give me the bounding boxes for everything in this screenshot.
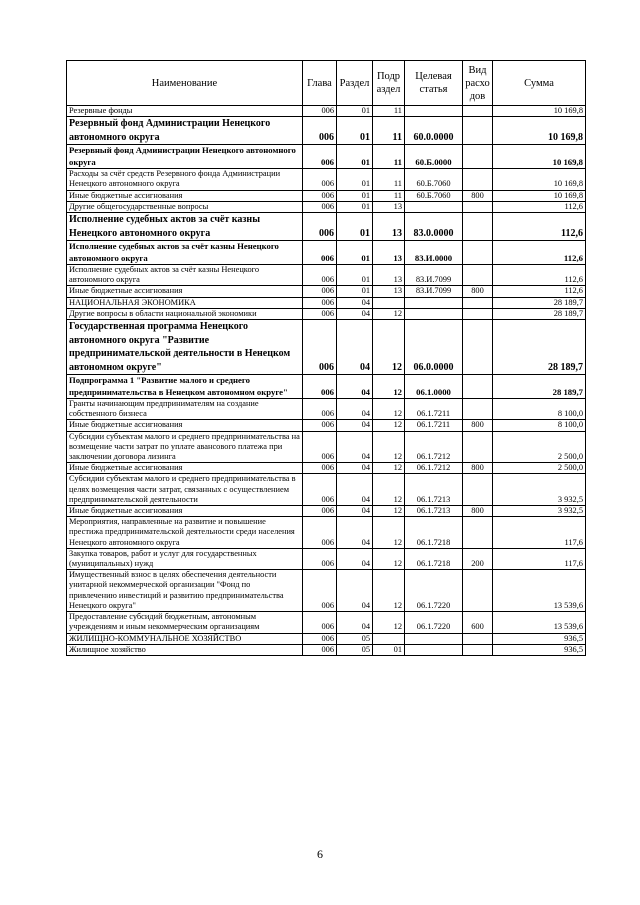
cell-vid (463, 375, 493, 399)
cell-name: Иные бюджетные ассигнования (67, 463, 303, 474)
cell-vid (463, 169, 493, 190)
cell-name: НАЦИОНАЛЬНАЯ ЭКОНОМИКА (67, 297, 303, 308)
cell-target: 60.Б.7060 (405, 190, 463, 201)
header-razdel: Раздел (337, 61, 373, 106)
cell-vid (463, 633, 493, 644)
cell-vid (463, 241, 493, 265)
cell-razdel: 01 (337, 286, 373, 297)
header-sum: Сумма (493, 61, 586, 106)
cell-name: Предоставление субсидий бюджетным, автономным учреждениям и иным некоммерческим организациям (67, 612, 303, 633)
cell-glava: 006 (303, 506, 337, 517)
cell-podrazdel: 13 (373, 241, 405, 265)
cell-podrazdel: 13 (373, 213, 405, 241)
cell-vid (463, 570, 493, 612)
cell-razdel: 04 (337, 399, 373, 420)
cell-razdel: 04 (337, 463, 373, 474)
cell-podrazdel: 12 (373, 474, 405, 506)
cell-sum: 28 189,7 (493, 297, 586, 308)
cell-vid (463, 145, 493, 169)
cell-name: Другие общегосударственные вопросы (67, 201, 303, 212)
cell-sum: 117,6 (493, 548, 586, 569)
cell-glava: 006 (303, 297, 337, 308)
cell-podrazdel: 12 (373, 431, 405, 463)
cell-name: Закупка товаров, работ и услуг для государственных (муниципальных) нужд (67, 548, 303, 569)
header-glava: Глава (303, 61, 337, 106)
cell-target: 06.0.0000 (405, 320, 463, 375)
cell-sum: 13 539,6 (493, 570, 586, 612)
cell-target: 06.1.7220 (405, 570, 463, 612)
table-row (67, 463, 586, 474)
cell-name: Иные бюджетные ассигнования (67, 190, 303, 201)
cell-target: 06.1.7213 (405, 474, 463, 506)
cell-target: 06.1.7211 (405, 399, 463, 420)
cell-podrazdel: 12 (373, 308, 405, 319)
cell-sum: 8 100,0 (493, 420, 586, 431)
cell-sum: 2 500,0 (493, 431, 586, 463)
cell-glava: 006 (303, 308, 337, 319)
cell-name: Подпрограмма 1 "Развитие малого и среднего предпринимательства в Ненецком автономном округе" (67, 375, 303, 399)
cell-glava: 006 (303, 375, 337, 399)
cell-sum: 3 932,5 (493, 474, 586, 506)
cell-glava: 006 (303, 474, 337, 506)
cell-sum: 10 169,8 (493, 117, 586, 145)
cell-sum: 13 539,6 (493, 612, 586, 633)
cell-name: Жилищное хозяйство (67, 644, 303, 655)
cell-podrazdel (373, 297, 405, 308)
cell-name: Расходы за счёт средств Резервного фонда Администрации Ненецкого автономного округа (67, 169, 303, 190)
cell-sum: 112,6 (493, 286, 586, 297)
cell-name: Имущественный взнос в целях обеспечения деятельности унитарной некоммерческой организации "Фонд по привлечению инвестиций и развитию предпринимательства Ненецкого округа" (67, 570, 303, 612)
cell-podrazdel: 12 (373, 463, 405, 474)
cell-glava: 006 (303, 548, 337, 569)
cell-name: Гранты начинающим предпринимателям на создание собственного бизнеса (67, 399, 303, 420)
cell-glava: 006 (303, 169, 337, 190)
table-row (67, 145, 586, 169)
cell-name: Резервный фонд Администрации Ненецкого автономного округа (67, 117, 303, 145)
cell-sum: 112,6 (493, 265, 586, 286)
cell-glava: 006 (303, 463, 337, 474)
cell-target: 06.1.7213 (405, 506, 463, 517)
cell-target: 83.И.7099 (405, 265, 463, 286)
cell-podrazdel: 11 (373, 117, 405, 145)
cell-razdel: 01 (337, 265, 373, 286)
cell-podrazdel: 13 (373, 286, 405, 297)
cell-razdel: 04 (337, 548, 373, 569)
cell-vid: 800 (463, 463, 493, 474)
cell-podrazdel: 12 (373, 506, 405, 517)
cell-target (405, 297, 463, 308)
cell-podrazdel: 11 (373, 190, 405, 201)
table-row (67, 169, 586, 190)
cell-target (405, 633, 463, 644)
cell-glava: 006 (303, 190, 337, 201)
table-row (67, 265, 586, 286)
page-number: 6 (317, 847, 323, 861)
table-row (67, 474, 586, 506)
cell-vid (463, 399, 493, 420)
table-row (67, 644, 586, 655)
cell-name: Резервный фонд Администрации Ненецкого автономного округа (67, 145, 303, 169)
cell-vid: 200 (463, 548, 493, 569)
cell-razdel: 04 (337, 375, 373, 399)
cell-name: Иные бюджетные ассигнования (67, 286, 303, 297)
cell-sum: 28 189,7 (493, 320, 586, 375)
table-row (67, 241, 586, 265)
cell-sum: 936,5 (493, 633, 586, 644)
cell-razdel: 04 (337, 308, 373, 319)
cell-sum: 936,5 (493, 644, 586, 655)
table-row (67, 548, 586, 569)
cell-podrazdel: 01 (373, 644, 405, 655)
cell-vid (463, 308, 493, 319)
cell-razdel: 04 (337, 570, 373, 612)
cell-name: ЖИЛИЩНО-КОММУНАЛЬНОЕ ХОЗЯЙСТВО (67, 633, 303, 644)
cell-razdel: 01 (337, 106, 373, 117)
cell-vid (463, 517, 493, 549)
cell-name: Другие вопросы в области национальной экономики (67, 308, 303, 319)
cell-sum: 3 932,5 (493, 506, 586, 517)
cell-target: 83.И.7099 (405, 286, 463, 297)
cell-target (405, 106, 463, 117)
cell-name: Исполнение судебных актов за счёт казны Ненецкого автономного округа (67, 241, 303, 265)
cell-sum: 28 189,7 (493, 308, 586, 319)
cell-glava: 006 (303, 265, 337, 286)
cell-name: Мероприятия, направленные на развитие и повышение престижа предпринимательской деятельности среди населения Ненецкого автономного округа (67, 517, 303, 549)
cell-podrazdel: 12 (373, 570, 405, 612)
cell-sum: 10 169,8 (493, 145, 586, 169)
header-name: Наименование (67, 61, 303, 106)
budget-table (66, 60, 586, 656)
cell-sum: 8 100,0 (493, 399, 586, 420)
cell-razdel: 01 (337, 241, 373, 265)
table-row (67, 431, 586, 463)
cell-glava: 006 (303, 517, 337, 549)
cell-podrazdel: 12 (373, 548, 405, 569)
table-row (67, 297, 586, 308)
cell-target (405, 308, 463, 319)
cell-name: Резервные фонды (67, 106, 303, 117)
cell-razdel: 04 (337, 612, 373, 633)
cell-vid (463, 106, 493, 117)
cell-podrazdel: 13 (373, 201, 405, 212)
cell-vid (463, 213, 493, 241)
cell-name: Субсидии субъектам малого и среднего предпринимательства в целях возмещения части затрат, связанных с осуществлением предпринимательской деятельности (67, 474, 303, 506)
cell-razdel: 04 (337, 474, 373, 506)
table-row (67, 633, 586, 644)
cell-target (405, 201, 463, 212)
cell-sum: 112,6 (493, 201, 586, 212)
cell-razdel: 01 (337, 145, 373, 169)
header-target: Целевая статья (405, 61, 463, 106)
cell-glava: 006 (303, 420, 337, 431)
cell-vid: 800 (463, 190, 493, 201)
cell-podrazdel: 13 (373, 265, 405, 286)
cell-vid: 800 (463, 506, 493, 517)
cell-vid (463, 297, 493, 308)
cell-glava: 006 (303, 633, 337, 644)
cell-target: 06.1.7211 (405, 420, 463, 431)
cell-vid (463, 320, 493, 375)
cell-glava: 006 (303, 201, 337, 212)
cell-podrazdel (373, 633, 405, 644)
cell-podrazdel: 11 (373, 106, 405, 117)
cell-sum: 10 169,8 (493, 190, 586, 201)
table-row (67, 517, 586, 549)
cell-vid (463, 644, 493, 655)
cell-sum: 28 189,7 (493, 375, 586, 399)
cell-razdel: 04 (337, 320, 373, 375)
table-row (67, 506, 586, 517)
cell-razdel: 01 (337, 169, 373, 190)
cell-razdel: 04 (337, 297, 373, 308)
cell-target: 60.Б.0000 (405, 145, 463, 169)
cell-razdel: 05 (337, 644, 373, 655)
cell-razdel: 05 (337, 633, 373, 644)
cell-target: 06.1.7218 (405, 517, 463, 549)
cell-glava: 006 (303, 320, 337, 375)
cell-glava: 006 (303, 644, 337, 655)
cell-vid (463, 117, 493, 145)
cell-vid (463, 265, 493, 286)
cell-glava: 006 (303, 213, 337, 241)
cell-name: Иные бюджетные ассигнования (67, 420, 303, 431)
cell-vid (463, 201, 493, 212)
cell-glava: 006 (303, 106, 337, 117)
cell-target: 06.1.7218 (405, 548, 463, 569)
cell-razdel: 01 (337, 201, 373, 212)
cell-target: 06.1.0000 (405, 375, 463, 399)
cell-target: 60.Б.7060 (405, 169, 463, 190)
cell-razdel: 04 (337, 517, 373, 549)
cell-razdel: 01 (337, 117, 373, 145)
cell-podrazdel: 11 (373, 145, 405, 169)
cell-sum: 112,6 (493, 241, 586, 265)
table-row (67, 612, 586, 633)
cell-name: Субсидии субъектам малого и среднего предпринимательства на возмещение части затрат по уплате авансового платежа при заключении договора лизинга (67, 431, 303, 463)
cell-razdel: 04 (337, 506, 373, 517)
cell-glava: 006 (303, 117, 337, 145)
table-row (67, 106, 586, 117)
cell-target (405, 644, 463, 655)
cell-vid: 600 (463, 612, 493, 633)
cell-razdel: 04 (337, 431, 373, 463)
table-row (67, 399, 586, 420)
cell-glava: 006 (303, 241, 337, 265)
cell-glava: 006 (303, 612, 337, 633)
cell-target: 06.1.7220 (405, 612, 463, 633)
table-row (67, 213, 586, 241)
table-row (67, 201, 586, 212)
cell-vid: 800 (463, 286, 493, 297)
cell-name: Государственная программа Ненецкого автономного округа "Развитие предпринимательской деятельности в Ненецком автономном округе" (67, 320, 303, 375)
cell-vid (463, 474, 493, 506)
cell-target: 06.1.7212 (405, 431, 463, 463)
cell-target: 83.И.0000 (405, 241, 463, 265)
table-row (67, 320, 586, 375)
table-row (67, 420, 586, 431)
table-header-row (67, 61, 586, 106)
cell-podrazdel: 12 (373, 399, 405, 420)
cell-sum: 112,6 (493, 213, 586, 241)
cell-razdel: 01 (337, 213, 373, 241)
cell-vid (463, 431, 493, 463)
header-vid: Вид расхо дов (463, 61, 493, 106)
cell-podrazdel: 11 (373, 169, 405, 190)
cell-podrazdel: 12 (373, 420, 405, 431)
cell-target: 06.1.7212 (405, 463, 463, 474)
cell-target: 83.0.0000 (405, 213, 463, 241)
cell-glava: 006 (303, 286, 337, 297)
cell-razdel: 04 (337, 420, 373, 431)
cell-target: 60.0.0000 (405, 117, 463, 145)
cell-glava: 006 (303, 399, 337, 420)
cell-vid: 800 (463, 420, 493, 431)
cell-name: Исполнение судебных актов за счёт казны Ненецкого автономного округа (67, 265, 303, 286)
cell-glava: 006 (303, 431, 337, 463)
cell-glava: 006 (303, 570, 337, 612)
cell-razdel: 01 (337, 190, 373, 201)
table-row (67, 190, 586, 201)
cell-podrazdel: 12 (373, 612, 405, 633)
cell-sum: 10 169,8 (493, 106, 586, 117)
table-row (67, 286, 586, 297)
cell-sum: 2 500,0 (493, 463, 586, 474)
table-row (67, 308, 586, 319)
cell-sum: 117,6 (493, 517, 586, 549)
cell-sum: 10 169,8 (493, 169, 586, 190)
table-row (67, 570, 586, 612)
table-row (67, 117, 586, 145)
cell-podrazdel: 12 (373, 375, 405, 399)
cell-podrazdel: 12 (373, 517, 405, 549)
header-podrazdel: Подр аздел (373, 61, 405, 106)
cell-podrazdel: 12 (373, 320, 405, 375)
cell-glava: 006 (303, 145, 337, 169)
cell-name: Исполнение судебных актов за счёт казны Ненецкого автономного округа (67, 213, 303, 241)
cell-name: Иные бюджетные ассигнования (67, 506, 303, 517)
table-row (67, 375, 586, 399)
